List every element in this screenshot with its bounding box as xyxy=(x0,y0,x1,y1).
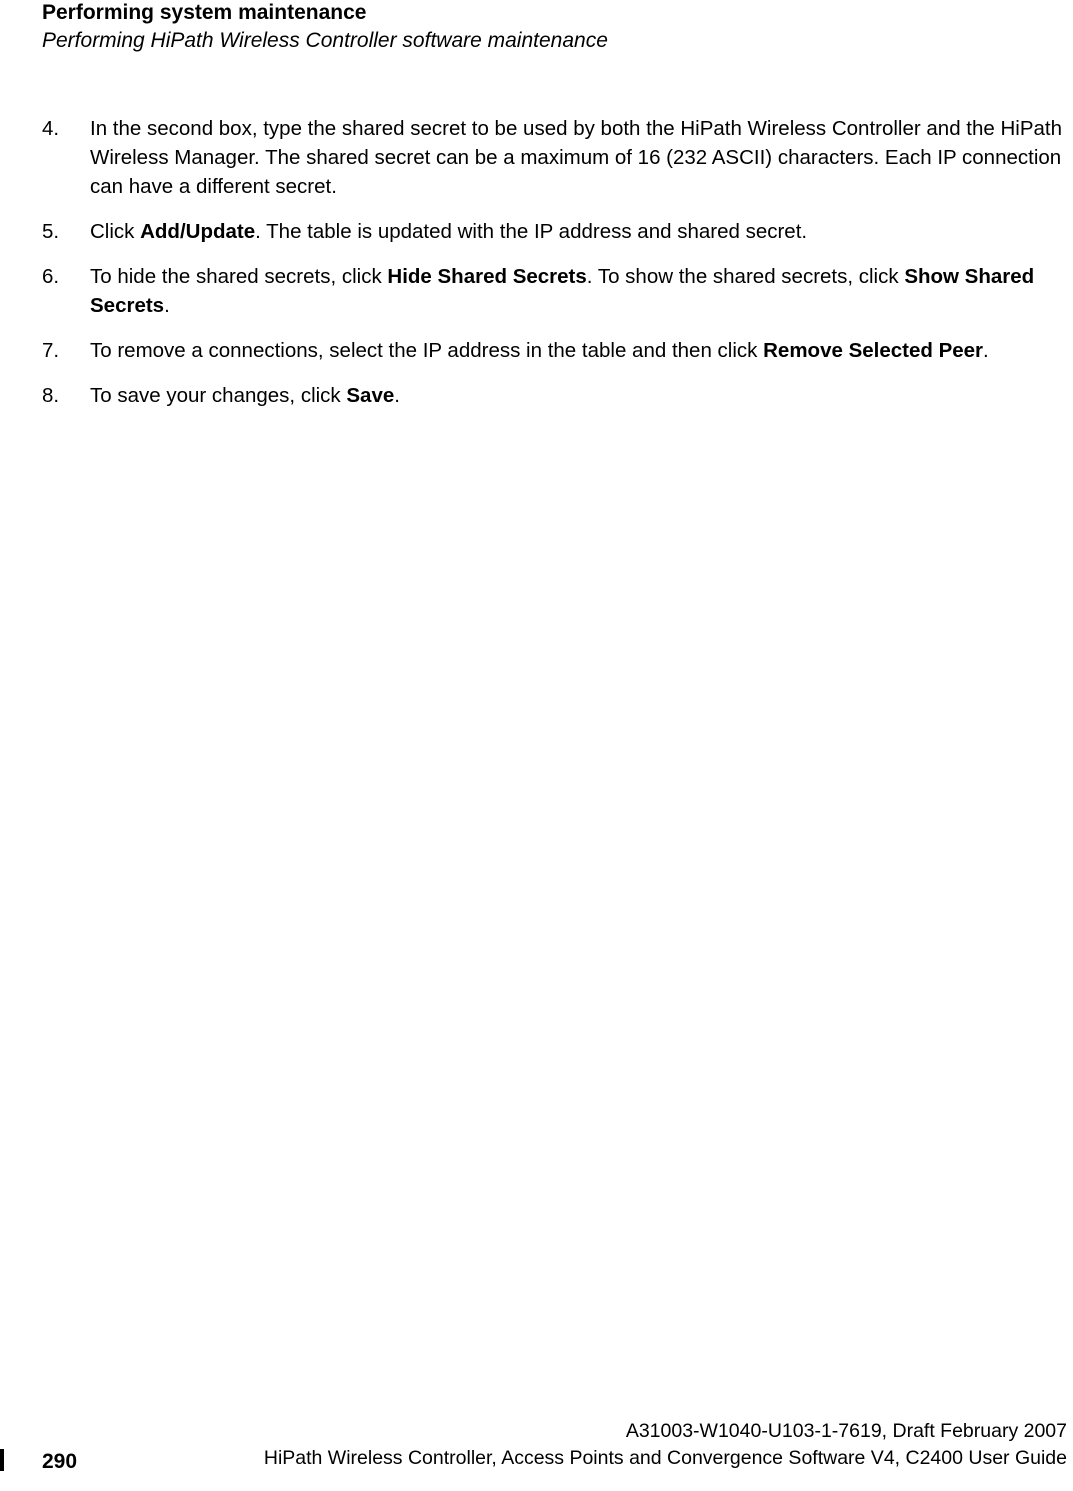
step-7 xyxy=(42,336,1072,365)
step-text: In the second box, type the shared secret to be used by both the HiPath Wireless Controller and the HiPath Wireless Manager. The shared secret can be a maximum of 16 (232 ASCII) characters. Each IP connection can have a different secret. xyxy=(90,117,1063,198)
step-number: 5. xyxy=(42,220,60,243)
step-number: 4. xyxy=(42,117,60,140)
step-8 xyxy=(42,381,1072,410)
step-text: Click xyxy=(90,220,141,243)
step-text: . xyxy=(394,384,400,407)
step-4 xyxy=(42,114,1072,201)
step-number: 7. xyxy=(42,339,60,362)
step-text: To hide the shared secrets, click xyxy=(90,265,388,288)
change-bar xyxy=(0,1449,4,1471)
step-text: . xyxy=(983,339,989,362)
step-text: . To show the shared secrets, click xyxy=(586,265,905,288)
step-6 xyxy=(42,262,1072,320)
section-title: Performing system maintenance xyxy=(42,1,367,24)
ui-term-hide-shared-secrets: Hide Shared Secrets xyxy=(387,265,587,288)
step-5 xyxy=(42,217,1072,246)
doc-id: A31003-W1040-U103-1-7619, Draft February 2007 xyxy=(625,1420,1067,1442)
ui-term-save: Save xyxy=(346,384,395,407)
step-text: . xyxy=(164,294,170,317)
ui-term-show-shared-secrets: Show Shared Secrets xyxy=(90,265,1035,317)
step-text: To remove a connections, select the IP address in the table and then click xyxy=(90,339,764,362)
page-header xyxy=(42,0,608,57)
section-subtitle: Performing HiPath Wireless Controller software maintenance xyxy=(42,29,608,52)
page-footer xyxy=(264,1418,1067,1472)
ui-term-remove-selected-peer: Remove Selected Peer xyxy=(763,339,984,362)
step-number: 8. xyxy=(42,384,60,407)
guide-title: HiPath Wireless Controller, Access Points and Convergence Software V4, C2400 User Guide xyxy=(263,1447,1067,1469)
procedure-steps xyxy=(42,114,1072,426)
ui-term-add-update: Add/Update xyxy=(140,220,256,243)
step-number: 6. xyxy=(42,265,60,288)
page-number: 290 xyxy=(42,1450,78,1473)
step-text: To save your changes, click xyxy=(90,384,347,407)
step-text: . The table is updated with the IP address and shared secret. xyxy=(255,220,808,243)
